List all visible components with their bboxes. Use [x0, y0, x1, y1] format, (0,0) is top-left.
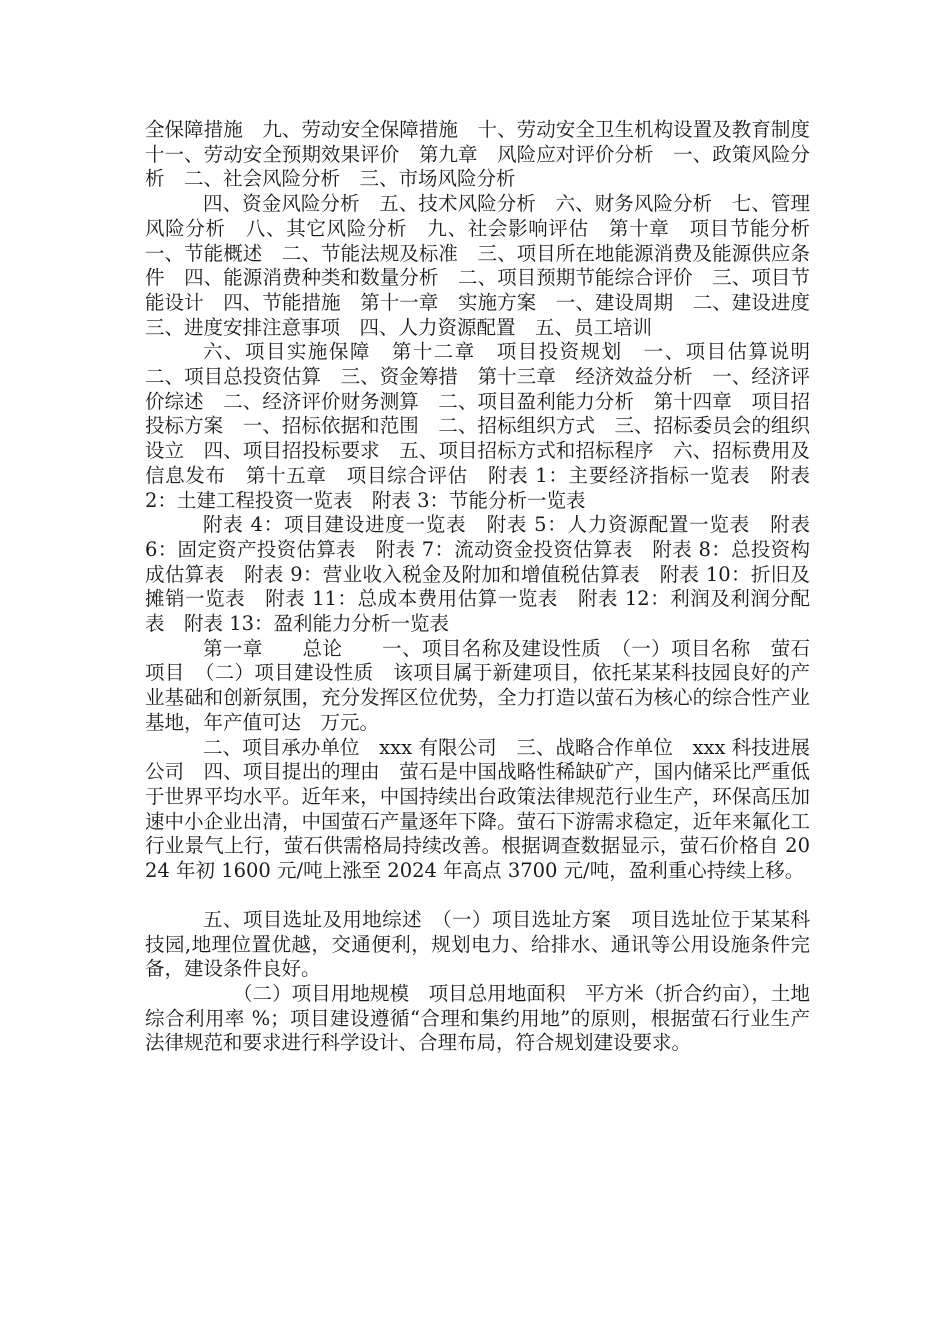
paragraph-gap: [145, 884, 810, 908]
document-body: [145, 118, 830, 1056]
paragraph-risk-energy-implementation: 四、资金风险分析 五、技术风险分析 六、财务风险分析 七、管理风险分析 八、其它风险分析 九、社会影响评估 第十章 项目节能分析 一、节能概述 二、节能法规及标准 三、项目所在地能源消费及能源供应条件 四、能源消费种类和数量分析 二、项目预期节能综合评价 三、项目节能设计 四、节能措施 第十一章 实施方案 一、建设周期 二、建设进度 三、进度安排注意事项 四、人力资源配置 五、员工培训: [145, 192, 830, 339]
paragraph-land-use-scale: （二）项目用地规模 项目总用地面积 平方米（折合约亩），土地综合利用率 %；项目建设遵循“合理和集约用地”的原则，根据萤石行业生产法律规范和要求进行科学设计、合理布局，符合规划建设要求。: [145, 981, 810, 1055]
paragraph-investment-bidding: 六、项目实施保障 第十二章 项目投资规划 一、项目估算说明 二、项目总投资估算 三、资金筹措 第十三章 经济效益分析 一、经济评价综述 二、经济评价财务测算 二、项目盈利能力分析 第十四章 项目招投标方案 一、招标依据和范围 二、招标组织方式 三、招标委员会的组织设立 四、项目招投标要求 五、项目招标方式和招标程序 六、招标费用及信息发布 第十五章 项目综合评估 附表 1：主要经济指标一览表 附表 2：土建工程投资一览表 附表 3：节能分析一览表: [145, 340, 830, 512]
paragraph-appendix-list: 附表 4：项目建设进度一览表 附表 5：人力资源配置一览表 附表 6：固定资产投资估算表 附表 7：流动资金投资估算表 附表 8：总投资构成估算表 附表 9：营业收入税金及附加和增值税估算表 附表 10：折旧及摊销一览表 附表 11：总成本费用估算一览表 附表 12：利润及利润分配表 附表 13：盈利能力分析一览表: [145, 513, 817, 636]
paragraph-safety-risk: 全保障措施 九、劳动安全保障措施 十、劳动安全卫生机构设置及教育制度 十一、劳动安全预期效果评价 第九章 风险应对评价分析 一、政策风险分析 二、社会风险分析 三、市场风险分析: [145, 118, 830, 191]
paragraph-site-selection: 五、项目选址及用地综述 （一）项目选址方案 项目选址位于某某科技园,地理位置优越，交通便利，规划电力、给排水、通讯等公用设施条件完备，建设条件良好。: [145, 907, 810, 981]
paragraph-sponsor-and-rationale: 二、项目承办单位 xxx 有限公司 三、战略合作单位 xxx 科技进展公司 四、项目提出的理由 萤石是中国战略性稀缺矿产，国内储采比严重低于世界平均水平。近年来，中国持续出台政策法律规范行业生产，环保高压加速中小企业出清，中国萤石产量逐年下降。萤石下游需求稳定，近年来氟化工行业景气上行，萤石供需格局持续改善。根据调查数据显示，萤石价格自 2024 年初 1600 元/吨上涨至 2024 年高点 3700 元/吨，盈利重心持续上移。: [145, 735, 810, 883]
paragraph-chapter-one-overview: 第一章 总论 一、项目名称及建设性质 （一）项目名称 萤石项目 （二）项目建设性质 该项目属于新建项目，依托某某科技园良好的产业基础和创新氛围，充分发挥区位优势，全力打造以萤石为核心的综合性产业基地，年产值可达 万元。: [145, 636, 810, 734]
